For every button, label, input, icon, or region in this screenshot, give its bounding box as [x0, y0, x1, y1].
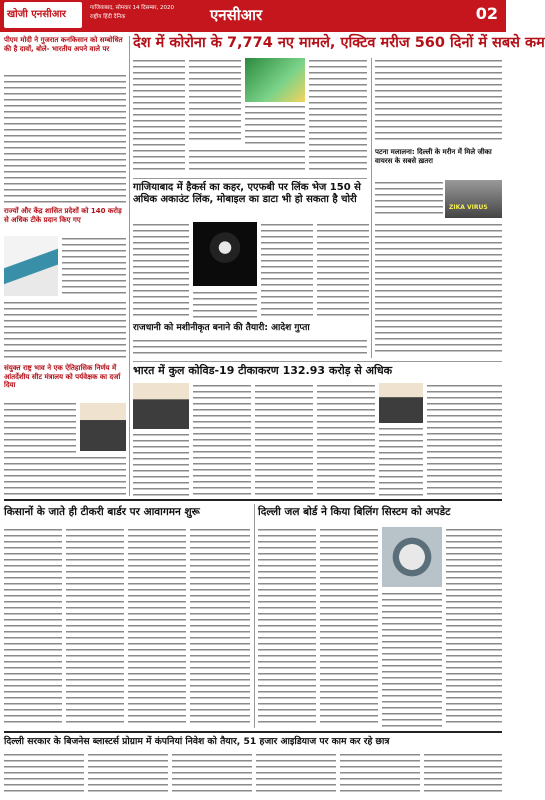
left-article-1-body [4, 73, 126, 203]
story-3-headline: भारत में कुल कोविड-19 टीकाकरण 132.93 करोड़ से अधिक [133, 364, 393, 377]
bottom-right-col-2 [320, 527, 378, 727]
bottom-left-headline: किसानों के जाते ही टीकरी बार्डर पर आवागमन शुरू [4, 506, 200, 518]
left-article-2-body-a [62, 236, 126, 296]
strip-col-6 [424, 752, 502, 796]
section-divider [133, 178, 367, 179]
main-story-col-3 [245, 104, 305, 144]
right-story-body-a [375, 58, 502, 144]
story-3-col-1 [133, 432, 189, 496]
masthead-info [90, 4, 174, 22]
right-story-body-c [375, 222, 502, 356]
edition-line: राष्ट्रीय हिंदी दैनिक [90, 14, 126, 20]
left-article-3-body-b [4, 455, 126, 499]
right-story-body-b [375, 180, 443, 218]
strip-col-4 [256, 752, 336, 796]
main-story-col-2 [189, 58, 241, 144]
date-line: गाजियाबाद, सोमवार 14 दिसम्बर, 2020 [90, 5, 175, 11]
bottom-left-col-4 [190, 527, 250, 727]
strip-col-1 [4, 752, 84, 796]
left-article-3-body-a [4, 401, 76, 453]
main-story-col-2b [189, 148, 305, 174]
main-headline: देश में कोरोना के 7,774 नए मामले, एक्टिव मरीज 560 दिनों में सबसे कम [133, 35, 545, 51]
bottom-left-col-2 [66, 527, 124, 727]
bottom-right-headline: दिल्ली जल बोर्ड ने किया बिलिंग सिस्टम को अपडेट [258, 506, 451, 518]
paper-name: खोजी एनसीआर [7, 9, 67, 20]
vaccination-photo [133, 383, 189, 429]
paper-logo-box [4, 2, 82, 28]
strip-col-3 [172, 752, 252, 796]
section-title: एनसीआर [210, 6, 263, 24]
story-2-col-4 [317, 222, 369, 318]
left-headline-1: पीएम मोदी ने गुजरात कनकिसान को सम्बोधित की है दावों, बोले- भारतीय अपने वाले पर [4, 36, 123, 53]
strip-divider [4, 731, 502, 733]
story-2-headline-box [133, 182, 369, 220]
bottom-right-col-4 [446, 527, 502, 727]
story-2-col-2 [193, 290, 257, 318]
bottom-column-divider [254, 504, 255, 728]
story-2-subheadline: राजधानी को मशीनीकृत बनाने की तैयारी: आदेश गुप्ता [133, 323, 310, 333]
story-3-col-5 [427, 383, 502, 496]
story-3-photo-2 [379, 383, 423, 423]
story-3-col-3 [255, 383, 313, 496]
left-article-2-body-b [4, 300, 126, 360]
story-3-col-4 [317, 383, 375, 496]
column-divider [129, 36, 130, 496]
left-headline-2: राज्यों और केंद्र शासित प्रदेशों को 140 करोड़ से अधिक टीके प्रदान किए गए [4, 207, 122, 224]
main-story-col-1 [133, 58, 185, 174]
bottom-right-col-1 [258, 527, 316, 727]
bottom-left-col-1 [4, 527, 62, 727]
column-divider-right [371, 58, 372, 358]
minister-photo [80, 403, 126, 451]
covid-map-photo [245, 58, 305, 102]
left-headline-3: संयुक्त राष्ट्र भाव ने एक ऐतिहासिक निर्णय में आंतर्देशीय सीट मंत्रालय को पर्यवेक्षक का दर्जा दिया [4, 364, 121, 389]
zika-label: ZIKA VIRUS [449, 204, 488, 211]
story-3-col-6 [379, 426, 423, 496]
hacker-photo [193, 222, 257, 286]
story-2-sub-body [133, 338, 367, 358]
section-divider-2 [133, 361, 502, 362]
left-column [4, 36, 126, 496]
masthead [0, 0, 506, 32]
vaccine-photo [4, 236, 58, 296]
bottom-divider [4, 499, 502, 501]
strip-headline: दिल्ली सरकार के बिजनेस ब्लास्टर्स प्रोग्राम में कंपनियां निवेश को तैयार, 51 हजार आइडियाज पर काम कर रहे छात्र [4, 736, 390, 747]
story-2-col-3 [261, 222, 313, 318]
bottom-left-col-3 [128, 527, 186, 727]
right-story-headline: पटना मलालना: दिल्ली के मरीन में मिले जीका वायरस के सबसे ख़तरा [375, 148, 492, 165]
zika-photo [445, 180, 502, 218]
strip-col-5 [340, 752, 420, 796]
main-story-col-4 [309, 58, 367, 174]
bottom-right-col-3 [382, 591, 442, 727]
story-3-col-2 [193, 383, 251, 496]
strip-col-2 [88, 752, 168, 796]
story-2-headline: गाजियाबाद में हैकर्स का कहर, एएफबी पर लिंक भेज 150 से अधिक अकाउंट लिंक, मोबाइल का डाटा भी हो सकता है चोरी [133, 182, 361, 205]
story-2-col-1 [133, 222, 189, 318]
page-number: 02 [475, 4, 498, 23]
water-meter-photo [382, 527, 442, 587]
